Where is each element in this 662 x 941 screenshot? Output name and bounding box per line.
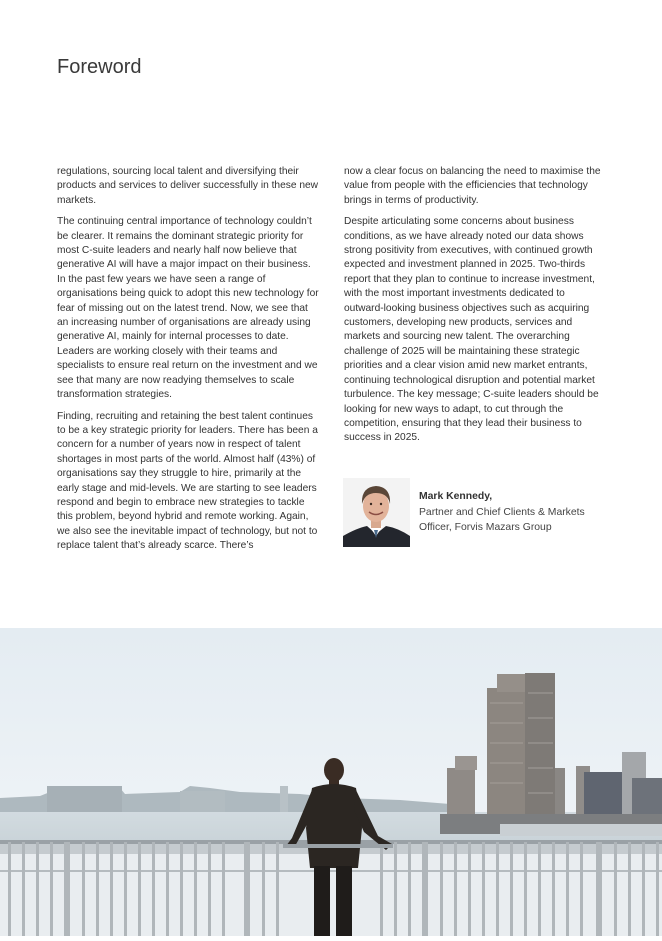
paragraph: now a clear focus on balancing the need to maximise the value from people with the efficiencies that technology brings in terms of productivity. <box>344 166 601 206</box>
author-role: Partner and Chief Clients & Markets Officer, Forvis Mazars Group <box>419 507 585 533</box>
paragraph: The continuing central importance of technology couldn’t be clearer. It remains the dominant strategic priority for most C-suite leaders and nearly half now believe that generative AI will have a major impact on their business. In the past few years we have seen a range of organisations being quick to adopt this new technology for fear of missing out on the latest trend. Now, we see that an increasing number of organisations are already using generative AI, mainly for internal processes to date. Leaders are working closely with their teams and specialists to ensure real return on the investment and we see that many are now readying themselves to scale transformation strategies. <box>57 216 319 401</box>
author-name: Mark Kennedy, <box>419 491 493 502</box>
author-portrait <box>343 478 410 547</box>
skyline-photo <box>0 628 662 936</box>
right-text-column <box>344 165 604 453</box>
left-text-column <box>57 165 321 561</box>
paragraph: Despite articulating some concerns about business conditions, as we have already noted our data shows strong positivity from executives, with continued growth expected and investment planned in 2025. Two-thirds report that they plan to continue to increase investment, with the most important investments dedicated to outward-looking business objectives such as acquiring customers, developing new products, services and markets and sourcing new talent. The overarching challenge of 2025 will be maintaining these strategic priorities and a clear vision amid new market entrants, continuing technological disruption and potential market turbulence. The key message; C-suite leaders should be looking for new ways to adapt, to cut through the competition, ensuring that they lead their business to success in 2025. <box>344 216 599 444</box>
paragraph: Finding, recruiting and retaining the best talent continues to be a key strategic priority for leaders. There has been a concern for a number of years now in respect of talent shortages in most parts of the world. Almost half (43%) of organisations say they struggle to hire, primarily at the early stage and mid-levels. We are starting to see leaders respond and begin to embrace new strategies to tackle this problem, beyond hybrid and remote working. Again, we also see the inevitable impact of technology, but not to replace talent that’s already scarce. There’s <box>57 410 318 552</box>
author-signature-block <box>343 478 623 548</box>
paragraph: regulations, sourcing local talent and diversifying their products and services to deliver successfully in these new markets. <box>57 166 319 206</box>
page-title: Foreword <box>57 56 142 78</box>
